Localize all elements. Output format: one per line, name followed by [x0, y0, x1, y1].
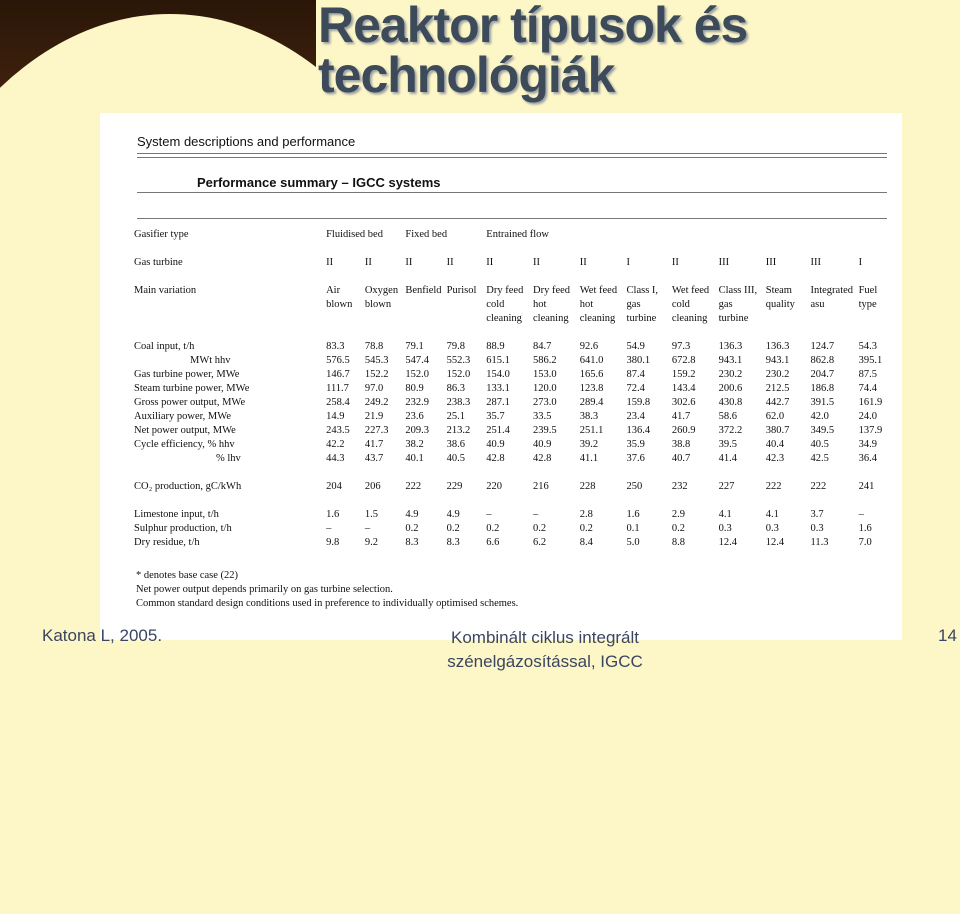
table-cell: II [579, 257, 587, 268]
table-cell: 552.3 [446, 355, 471, 366]
variation-cell: Wet feed [579, 285, 618, 296]
table-cell: 222 [765, 481, 782, 492]
variation-cell: turbine [718, 313, 749, 324]
table-cell: 0.2 [486, 523, 500, 534]
table-cell: 42.5 [810, 453, 829, 464]
variation-cell: Purisol [446, 285, 477, 296]
table-cell: 136.3 [718, 341, 743, 352]
gas-turbine-label: Gas turbine [134, 257, 183, 268]
table-cell: 943.1 [765, 355, 790, 366]
table-cell: 152.0 [405, 369, 429, 380]
table-cell: 165.6 [579, 369, 604, 380]
table-cell: 143.4 [671, 383, 696, 394]
table-cell: 1.6 [858, 523, 872, 534]
table-row [134, 396, 902, 410]
variation-cell [405, 298, 446, 312]
variation-cell: cleaning [671, 313, 708, 324]
table-cell: 8.8 [671, 537, 685, 548]
spacer-row [134, 326, 902, 340]
variation-cell: Steam [765, 285, 792, 296]
table-cell: 24.0 [858, 411, 877, 422]
table-cell: 120.0 [533, 383, 557, 394]
scanned-document [100, 113, 902, 640]
table-cell: 391.5 [810, 397, 835, 408]
table-cell: 42.8 [533, 453, 552, 464]
table-cell: 212.5 [765, 383, 790, 394]
table-cell: II [671, 257, 679, 268]
document-subtitle: Performance summary – IGCC systems [197, 175, 441, 190]
table-cell: 251.4 [486, 425, 510, 436]
table-cell: 43.7 [364, 453, 384, 464]
table-cell: 442.7 [765, 397, 790, 408]
table-cell: 1.5 [364, 509, 378, 520]
table-cell: 152.0 [446, 369, 471, 380]
slide-title-line2: technológiák [318, 47, 615, 103]
footer-topic-line1: Kombinált ciklus integrált [450, 628, 640, 647]
table-cell: 12.4 [765, 537, 785, 548]
table-cell: 40.5 [446, 453, 466, 464]
note-line: Common standard design conditions used in preference to individually optimised schemes. [136, 598, 519, 609]
table-row [134, 382, 902, 396]
table-cell: 372.2 [718, 425, 743, 436]
table-cell: 80.9 [405, 383, 424, 394]
table-cell: 249.2 [364, 397, 389, 408]
table-cell: 72.4 [626, 383, 645, 394]
note-line: Net power output depends primarily on gas turbine selection. [136, 584, 393, 595]
divider [137, 218, 887, 219]
table-cell: 227 [718, 481, 735, 492]
table-cell: 232 [671, 481, 688, 492]
table-row [134, 410, 902, 424]
table-cell: 200.6 [718, 383, 743, 394]
variation-cell: asu [810, 299, 825, 310]
table-cell: 3.7 [810, 509, 824, 520]
table-cell: 238.3 [446, 397, 471, 408]
variation-cell: gas [718, 299, 733, 310]
table-cell: 232.9 [405, 397, 429, 408]
variation-cell: turbine [626, 313, 657, 324]
table-cell: 222 [405, 481, 422, 492]
variation-cell: Integrated [810, 285, 854, 296]
variation-cell [365, 312, 406, 326]
table-cell: 380.7 [765, 425, 790, 436]
table-cell: I [626, 257, 631, 268]
table-cell: 0.3 [810, 523, 824, 534]
table-cell: 9.2 [364, 537, 378, 548]
table-cell: 0.2 [671, 523, 685, 534]
row-label: Auxiliary power, MWe [134, 411, 232, 422]
spacer [134, 466, 326, 480]
table-cell: 220 [486, 481, 503, 492]
table-cell: 38.6 [446, 439, 466, 450]
variation-cell: blown [364, 299, 392, 310]
table-cell: 862.8 [810, 355, 835, 366]
table-cell: II [486, 257, 494, 268]
table-cell: 153.0 [533, 369, 557, 380]
table-cell: 395.1 [858, 355, 883, 366]
main-variation-label: Main variation [134, 285, 197, 296]
table-cell: 35.7 [486, 411, 505, 422]
table-cell: 25.1 [446, 411, 466, 422]
row-label: Sulphur production, t/h [134, 523, 232, 534]
variation-cell: Dry feed [533, 285, 571, 296]
table-cell: 42.2 [326, 439, 345, 450]
table-cell: 42.0 [810, 411, 829, 422]
main-variation-row [134, 298, 902, 312]
table-cell: 0.3 [718, 523, 732, 534]
table-cell: 8.3 [446, 537, 460, 548]
variation-cell: Class III, [718, 285, 758, 296]
variation-cell: cleaning [533, 313, 569, 324]
table-cell: 0.2 [533, 523, 547, 534]
table-cell: 430.8 [718, 397, 743, 408]
table-cell: 39.5 [718, 439, 738, 450]
table-cell: I [858, 257, 863, 268]
table-cell: 159.2 [671, 369, 696, 380]
table-cell: 136.4 [626, 425, 651, 436]
table-cell: 23.4 [626, 411, 645, 422]
table-cell: 672.8 [671, 355, 696, 366]
gasifier-group: Fixed bed [405, 229, 448, 240]
empty-cell [134, 312, 326, 326]
table-cell: – [326, 523, 332, 534]
table-cell: 6.6 [486, 537, 500, 548]
table-cell: 209.3 [405, 425, 429, 436]
row-label: Gas turbine power, MWe [134, 369, 240, 380]
gasifier-row [134, 228, 902, 242]
variation-cell: blown [326, 299, 353, 310]
table-cell: II [326, 257, 334, 268]
row-label: Coal input, t/h [134, 341, 195, 352]
table-cell: II [364, 257, 372, 268]
table-cell: 79.8 [446, 341, 466, 352]
table-row [134, 354, 902, 368]
table-cell: 230.2 [718, 369, 743, 380]
table-cell: 40.1 [405, 453, 424, 464]
variation-cell: Wet feed [671, 285, 710, 296]
co2-row [134, 480, 902, 494]
row-label: % lhv [216, 453, 241, 464]
table-cell: 41.7 [364, 439, 384, 450]
row-label: CO₂ production, gC/kWh [134, 481, 242, 492]
variation-cell: Fuel [858, 285, 878, 296]
table-cell: II [533, 257, 541, 268]
table-cell: 1.6 [326, 509, 340, 520]
table-cell: 84.7 [533, 341, 552, 352]
variation-cell: Dry feed [486, 285, 524, 296]
variation-cell: gas [626, 299, 641, 310]
table-row [134, 536, 902, 550]
table-row [134, 438, 902, 452]
table-cell: 243.5 [326, 425, 350, 436]
table-cell: 204 [326, 481, 342, 492]
table-notes [136, 569, 518, 611]
gasifier-group: Entrained flow [486, 229, 549, 240]
table-cell: 216 [533, 481, 549, 492]
table-cell: 4.1 [718, 509, 732, 520]
divider [137, 157, 887, 158]
table-cell: 239.5 [533, 425, 557, 436]
variation-cell [810, 312, 858, 326]
spacer [134, 242, 326, 256]
table-cell: 152.2 [364, 369, 389, 380]
table-cell: III [810, 257, 821, 268]
table-cell: 38.2 [405, 439, 424, 450]
empty-cell [134, 298, 326, 312]
divider [137, 192, 887, 193]
table-cell: 241 [858, 481, 875, 492]
table-row [134, 368, 902, 382]
table-cell: 41.7 [671, 411, 691, 422]
row-label: Net power output, MWe [134, 425, 236, 436]
table-cell: 21.9 [364, 411, 384, 422]
note-line: * denotes base case (22) [136, 570, 239, 581]
row-label: MWt hhv [190, 355, 231, 366]
table-cell: 87.4 [626, 369, 645, 380]
table-cell: 230.2 [765, 369, 790, 380]
table-cell: 92.6 [579, 341, 599, 352]
table-row [134, 508, 902, 522]
table-cell: 251.1 [579, 425, 604, 436]
table-cell: – [533, 509, 539, 520]
table-cell: 0.3 [765, 523, 779, 534]
table-cell: 2.9 [671, 509, 685, 520]
performance-table [134, 228, 902, 550]
table-cell: 78.8 [364, 341, 384, 352]
table-cell: 206 [364, 481, 381, 492]
row-label: Steam turbine power, MWe [134, 383, 250, 394]
variation-cell: cleaning [579, 313, 616, 324]
row-label: Dry residue, t/h [134, 537, 200, 548]
variation-cell [326, 312, 365, 326]
table-cell: 349.5 [810, 425, 835, 436]
table-cell: 136.3 [765, 341, 790, 352]
table-row [134, 522, 902, 536]
table-cell: 273.0 [533, 397, 557, 408]
table-cell: 258.4 [326, 397, 350, 408]
slide-title [318, 0, 748, 103]
table-cell: 222 [810, 481, 827, 492]
table-cell: 229 [446, 481, 463, 492]
variation-cell [447, 298, 487, 312]
table-cell: 4.1 [765, 509, 779, 520]
table-cell: 380.1 [626, 355, 651, 366]
table-cell: 213.2 [446, 425, 471, 436]
variation-cell [405, 312, 446, 326]
table-cell: 186.8 [810, 383, 835, 394]
table-cell: II [405, 257, 413, 268]
footer-author: Katona L, 2005. [42, 626, 163, 645]
variation-cell: hot [533, 299, 547, 310]
page-number: 14 [938, 626, 957, 645]
table-cell: 40.9 [533, 439, 552, 450]
footer-topic [410, 626, 680, 674]
row-label: Cycle efficiency, % hhv [134, 439, 235, 450]
row-label: Limestone input, t/h [134, 509, 219, 520]
table-cell: 42.3 [765, 453, 785, 464]
table-cell: 0.1 [626, 523, 640, 534]
variation-cell: Class I, [626, 285, 659, 296]
table-row [134, 424, 902, 438]
table-cell: 11.3 [810, 537, 829, 548]
table-cell: 42.8 [486, 453, 505, 464]
table-cell: 86.3 [446, 383, 466, 394]
table-cell: 38.8 [671, 439, 691, 450]
table-cell: 83.3 [326, 341, 345, 352]
table-cell: 2.8 [579, 509, 593, 520]
table-cell: 87.5 [858, 369, 877, 380]
variation-cell [859, 312, 902, 326]
spacer-row [134, 466, 902, 480]
table-cell: 40.9 [486, 439, 505, 450]
table-cell: 62.0 [765, 411, 785, 422]
main-variation-row [134, 284, 902, 298]
table-cell: 204.7 [810, 369, 835, 380]
table-cell: 36.4 [858, 453, 877, 464]
table-cell: 133.1 [486, 383, 510, 394]
table-cell: 124.7 [810, 341, 835, 352]
table-cell: 34.9 [858, 439, 877, 450]
table-cell: 35.9 [626, 439, 645, 450]
table-cell: 41.1 [579, 453, 599, 464]
table-cell: 37.6 [626, 453, 645, 464]
table-cell: 547.4 [405, 355, 429, 366]
table-cell: 9.8 [326, 537, 340, 548]
table-cell: 260.9 [671, 425, 696, 436]
variation-cell [766, 312, 811, 326]
table-row [134, 340, 902, 354]
table-cell: 5.0 [626, 537, 640, 548]
table-cell: 6.2 [533, 537, 547, 548]
variation-cell: hot [579, 299, 594, 310]
main-variation-row [134, 312, 902, 326]
table-cell: 250 [626, 481, 643, 492]
table-cell: 228 [579, 481, 596, 492]
divider [137, 153, 887, 154]
table-cell: 12.4 [718, 537, 738, 548]
table-cell: III [765, 257, 777, 268]
variation-cell: cold [671, 299, 690, 310]
table-cell: 137.9 [858, 425, 883, 436]
table-cell: 0.2 [405, 523, 419, 534]
table-cell: 8.3 [405, 537, 419, 548]
table-cell: 159.8 [626, 397, 651, 408]
table-cell: 54.9 [626, 341, 645, 352]
table-cell: 111.7 [326, 383, 349, 394]
spacer-row [134, 270, 902, 284]
variation-cell: quality [765, 299, 795, 310]
table-cell: 615.1 [486, 355, 510, 366]
table-cell: 586.2 [533, 355, 557, 366]
table-cell: 289.4 [579, 397, 604, 408]
table-cell: 74.4 [858, 383, 877, 394]
table-cell: – [858, 509, 864, 520]
variation-cell: cleaning [486, 313, 522, 324]
table-cell: 38.3 [579, 411, 599, 422]
table-cell: 40.7 [671, 453, 691, 464]
variation-cell: Air [326, 285, 341, 296]
table-cell: 7.0 [858, 537, 872, 548]
variation-cell: Oxygen [364, 285, 399, 296]
table-cell: 88.9 [486, 341, 505, 352]
table-cell: 33.5 [533, 411, 552, 422]
table-cell: – [486, 509, 492, 520]
variation-cell: cold [486, 299, 505, 310]
table-cell: 79.1 [405, 341, 424, 352]
table-cell: 4.9 [446, 509, 460, 520]
spacer [134, 494, 326, 508]
table-cell: 40.4 [765, 439, 785, 450]
table-cell: 44.3 [326, 453, 345, 464]
slide-title-line1: Reaktor típusok és [318, 0, 748, 53]
table-cell: 8.4 [579, 537, 593, 548]
table-cell: – [364, 523, 371, 534]
table-cell: 23.6 [405, 411, 424, 422]
document-header: System descriptions and performance [137, 134, 356, 149]
table-cell: II [446, 257, 454, 268]
spacer-row [134, 494, 902, 508]
table-row [134, 452, 902, 466]
table-cell: 545.3 [364, 355, 389, 366]
table-cell: 58.6 [718, 411, 738, 422]
table-cell: 97.0 [364, 383, 384, 394]
variation-cell: type [858, 299, 877, 310]
table-cell: 146.7 [326, 369, 350, 380]
table-cell: 161.9 [858, 397, 883, 408]
table-cell: 40.5 [810, 439, 829, 450]
footer-topic-line2: szénelgázosítással, IGCC [447, 652, 643, 671]
table-cell: 123.8 [579, 383, 604, 394]
table-cell: 287.1 [486, 397, 510, 408]
table-cell: 0.2 [579, 523, 593, 534]
table-cell: 0.2 [446, 523, 460, 534]
table-cell: 14.9 [326, 411, 345, 422]
table-cell: 227.3 [364, 425, 389, 436]
gas-turbine-row [134, 256, 902, 270]
table-cell: 97.3 [671, 341, 691, 352]
table-cell: 576.5 [326, 355, 350, 366]
table-cell: 54.3 [858, 341, 877, 352]
table-cell: 39.2 [579, 439, 599, 450]
gasifier-label: Gasifier type [134, 229, 189, 240]
table-cell: 4.9 [405, 509, 419, 520]
table-cell: 943.1 [718, 355, 743, 366]
table-cell: 41.4 [718, 453, 738, 464]
variation-cell: Benfield [405, 285, 442, 296]
row-label: Gross power output, MWe [134, 397, 246, 408]
table-cell: 154.0 [486, 369, 510, 380]
variation-cell [447, 312, 487, 326]
spacer [134, 326, 326, 340]
table-cell: III [718, 257, 730, 268]
table-cell: 641.0 [579, 355, 604, 366]
table-cell: 1.6 [626, 509, 640, 520]
spacer-row [134, 242, 902, 256]
gasifier-group: Fluidised bed [326, 229, 383, 240]
spacer [134, 270, 326, 284]
table-cell: 302.6 [671, 397, 696, 408]
